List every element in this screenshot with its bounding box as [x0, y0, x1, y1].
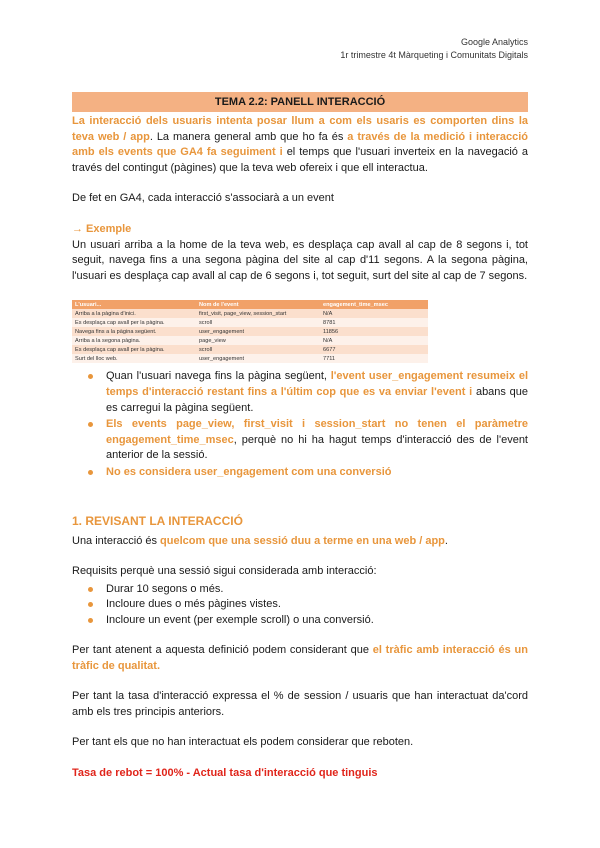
- requirements-intro: Requisits perquè una sessió sigui considerada amb interacció:: [72, 565, 377, 578]
- bullet-icon: [88, 587, 93, 592]
- table-cell: N/A: [320, 336, 428, 345]
- notes-list: [72, 369, 528, 480]
- intro-highlight-1: La interacció dels usuaris intenta posar llum a com els usaris es comporten dins la teva web / app: [72, 115, 528, 143]
- table-header: engagement_time_msec: [320, 300, 428, 309]
- requirement-text: Incloure dues o més pàgines vistes.: [106, 598, 281, 611]
- event-line: De fet en GA4, cada interacció s'associarà a un event: [72, 192, 334, 205]
- events-table: [72, 300, 428, 363]
- table-cell: user_engagement: [196, 354, 320, 363]
- table-cell: Arriba a la pàgina d'inici.: [72, 309, 196, 318]
- intro-text-1: . La manera general amb que ho fa és: [149, 130, 348, 143]
- list-item: [106, 369, 528, 416]
- page-title: TEMA 2.2: PANELL INTERACCIÓ: [72, 92, 528, 112]
- table-cell: page_view: [196, 336, 320, 345]
- table-cell: Navega fins a la pàgina següent.: [72, 327, 196, 336]
- note-highlight: No es considera user_engagement com una conversió: [106, 465, 392, 478]
- bullet-icon: [88, 470, 93, 475]
- intro-highlight-2: a través de la medició i interacció amb els events que GA4 fa seguiment i: [72, 130, 528, 159]
- conclusion-text: Per tant atenent a aquesta definició podem considerant que: [72, 643, 373, 656]
- requirement-text: Incloure un event (per exemple scroll) o una conversió.: [106, 613, 374, 626]
- note-highlight: l'event user_engagement resumeix el temps d'interacció restant fins a l'últim cop que es va enviar l'event i: [106, 370, 529, 398]
- bullet-icon: [88, 374, 93, 379]
- conclusion-paragraph-3: Per tant els que no han interactuat els podem considerar que reboten.: [72, 736, 414, 749]
- table-header: Nom de l'event: [196, 300, 320, 309]
- requirements-list: [72, 582, 528, 628]
- list-item: [106, 417, 528, 464]
- bounce-rate-formula: Tasa de rebot = 100% - Actual tasa d'interacció que tinguis: [72, 766, 378, 779]
- table-row: [72, 327, 428, 336]
- list-item: [106, 582, 528, 597]
- table-cell: Es desplaça cap avall per la pàgina.: [72, 345, 196, 354]
- table-row: [72, 309, 428, 318]
- definition-text: Una interacció és: [72, 534, 161, 547]
- header-course: Google Analytics: [460, 37, 528, 47]
- example-heading: → Exemple: [72, 222, 132, 235]
- table-cell: scroll: [196, 345, 320, 354]
- note-text: , perquè no hi ha hagut temps d'interacció des de l'event anterior de la sessió.: [106, 433, 528, 462]
- note-text: abans que es carregui la pàgina següent.: [106, 385, 529, 414]
- bullet-icon: [88, 422, 93, 427]
- table-cell: 8781: [320, 318, 428, 327]
- note-text: Quan l'usuari navega fins la pàgina següent,: [106, 370, 331, 383]
- table-cell: 11856: [320, 327, 428, 336]
- example-text: Un usuari arriba a la home de la teva web, es desplaça cap avall al cap de 8 segons i, tot seguit, navega fins a una segona pàgina del site al cap d'11 segons. A la segona pàgina, l'usuari es desplaça cap avall al cap de 6 segons i, tot seguit, surt del site al cap de 7 segons.: [72, 238, 528, 282]
- bullet-icon: [88, 602, 93, 607]
- note-highlight: Els events page_view, first_visit i session_start no tenen el paràmetre engagement_time_msec: [106, 418, 528, 446]
- conclusion-paragraph-1: [72, 643, 528, 674]
- table-cell: first_visit, page_view, session_start: [196, 309, 320, 318]
- table-cell: Surt del lloc web.: [72, 354, 196, 363]
- section-heading: 1. REVISANT LA INTERACCIÓ: [72, 513, 243, 528]
- conclusion-paragraph-2: Per tant la tasa d'interacció expressa el % de session / usuaris que han interactuat da'cord amb els tres principis anteriors.: [72, 690, 528, 718]
- table-row: [72, 336, 428, 345]
- document-body: [72, 92, 528, 781]
- header-term: 1r trimestre 4t Màrqueting i Comunitats Digitals: [340, 50, 528, 60]
- table-cell: Es desplaça cap avall per la pàgina.: [72, 318, 196, 327]
- intro-text-2: el temps que l'usuari inverteix en la navegació a través del contingut (pàgines) que la teva web ofereix i que ell interactua.: [72, 146, 528, 174]
- table-cell: user_engagement: [196, 327, 320, 336]
- table-row: [72, 318, 428, 327]
- table-cell: 6677: [320, 345, 428, 354]
- table-row: [72, 345, 428, 354]
- definition-paragraph: [72, 534, 528, 550]
- requirement-text: Durar 10 segons o més.: [106, 582, 224, 595]
- table-cell: Arriba a la segona pàgina.: [72, 336, 196, 345]
- table-header: L'usuari...: [72, 300, 196, 309]
- bullet-icon: [88, 618, 93, 623]
- list-item: [106, 597, 528, 612]
- definition-highlight: quelcom que una sessió duu a terme en una web / app: [160, 534, 445, 547]
- table-header-row: [72, 300, 428, 309]
- list-item: [106, 465, 528, 481]
- intro-paragraph: [72, 114, 528, 176]
- table-row: [72, 354, 428, 363]
- page-header: [340, 36, 528, 62]
- list-item: [106, 613, 528, 628]
- table-cell: scroll: [196, 318, 320, 327]
- conclusion-highlight: el tràfic amb interacció és un tràfic de qualitat.: [72, 643, 528, 672]
- definition-text: .: [444, 534, 448, 547]
- table-cell: N/A: [320, 309, 428, 318]
- table-cell: 7711: [320, 354, 428, 363]
